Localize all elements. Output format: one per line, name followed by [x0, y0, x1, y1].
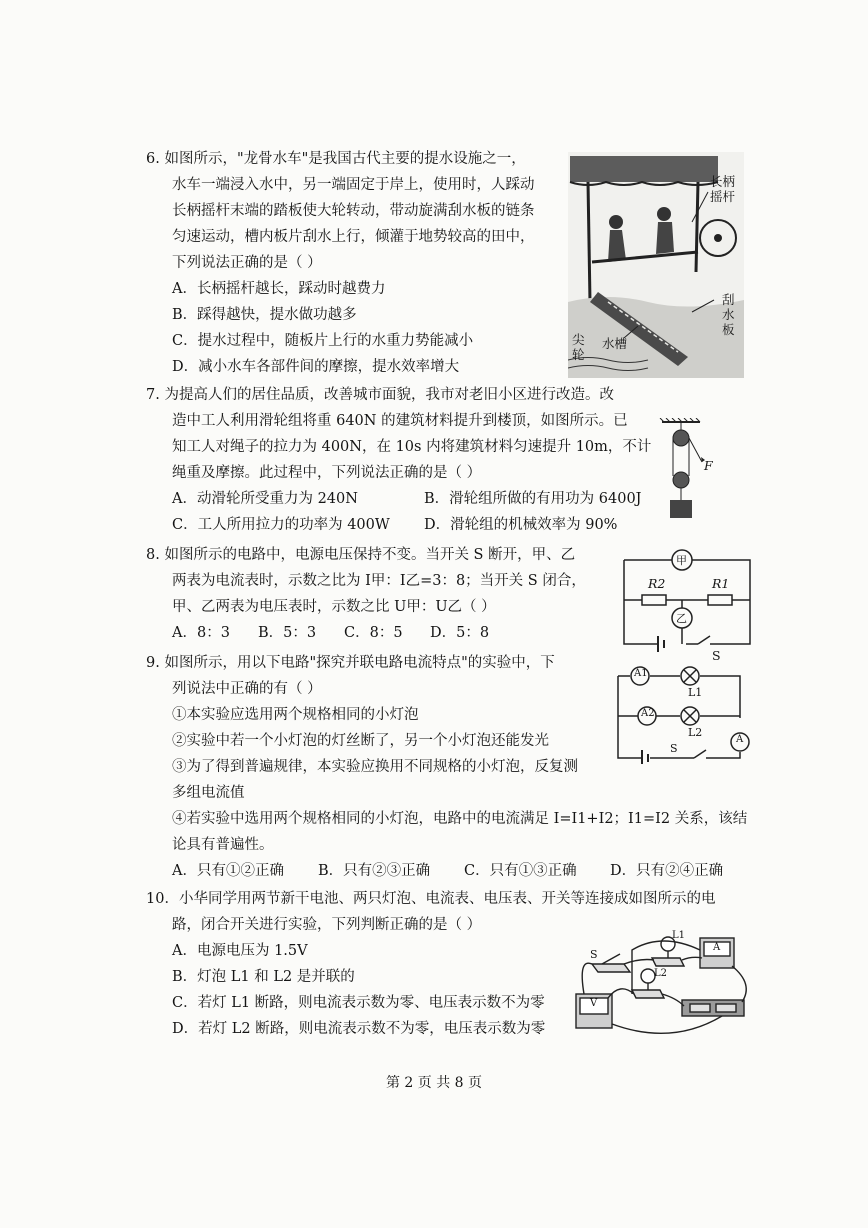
q9-option-b: B．只有②③正确: [318, 863, 431, 879]
q7-stem-line: 造中工人利用滑轮组将重 640N 的建筑材料提升到楼顶，如图所示。已: [172, 413, 628, 429]
q10-switch-label: S: [590, 948, 598, 961]
q8-r2-label: R2: [648, 576, 666, 591]
q10-option-d: D．若灯 L2 断路，则电流表示数不为零，电压表示数为零: [172, 1021, 546, 1037]
q9-statement-3-cont: 多组电流值: [172, 785, 245, 801]
question-6: [146, 146, 566, 380]
q10-circuit-figure: [572, 928, 758, 1046]
q6-label-wheel: 尖 轮: [572, 332, 585, 362]
q6-option-b: B．踩得越快，提水做功越多: [172, 307, 357, 323]
q10-option-c: C．若灯 L1 断路，则电流表示数为零、电压表示数不为零: [172, 995, 545, 1011]
question-8: [146, 542, 606, 646]
q8-stem-line: 8. 如图所示的电路中，电源电压保持不变。当开关 S 断开，甲、乙: [146, 547, 576, 563]
q6-label-handle: 长柄 摇杆: [710, 174, 736, 204]
q6-option-a: A．长柄摇杆越长，踩动时越费力: [172, 281, 386, 297]
q7-stem-line: 知工人对绳子的拉力为 400N，在 10s 内将建筑材料匀速提升 10m，不计: [172, 439, 652, 455]
q6-label-scraper: 刮 水 板: [722, 292, 735, 337]
q9-statement-2: ②实验中若一个小灯泡的灯丝断了，另一个小灯泡还能发光: [172, 733, 549, 749]
q6-stem-line: 6. 如图所示，"龙骨水车"是我国古代主要的提水设施之一，: [146, 151, 526, 167]
q8-stem-line: 甲、乙两表为电压表时，示数之比 U甲：U乙（ ）: [172, 599, 496, 615]
q8-meter-a-label: 甲: [676, 554, 687, 567]
q7-stem-line: 7. 为提高人们的居住品质，改善城市面貌，我市对老旧小区进行改造。改: [146, 387, 614, 403]
q7-option-a: A．动滑轮所受重力为 240N: [172, 491, 358, 507]
page-number-footer: 第 2 页 共 8 页: [385, 1075, 483, 1091]
q9-circuit-figure: [608, 660, 758, 764]
q9-stem-line: 9. 如图所示，用以下电路"探究并联电路电流特点"的实验中，下: [146, 655, 555, 671]
q7-options-row-1: [146, 486, 646, 512]
q10-stem-line: 10．小华同学用两节新干电池、两只灯泡、电流表、电压表、开关等连接成如图所示的电: [146, 891, 716, 907]
q9-option-c: C．只有①③正确: [464, 863, 577, 879]
q6-option-c: C．提水过程中，随板片上行的水重力势能减小: [172, 333, 474, 349]
q10-voltmeter-label: V: [590, 998, 598, 1009]
q8-circuit-figure: [616, 546, 758, 664]
q6-label-trough: 水槽: [602, 336, 628, 351]
q9-stem-line: 列说法中正确的有（ ）: [172, 681, 322, 697]
q9-statement-4-cont: 论具有普遍性。: [172, 837, 274, 853]
q9-l1-label: L1: [688, 686, 703, 699]
q8-option-d: D．5：8: [430, 625, 490, 641]
q8-option-a: A．8：3: [172, 625, 230, 641]
q8-meter-b-label: 乙: [676, 612, 687, 625]
q8-option-c: C．8：5: [344, 625, 403, 641]
q9-l2-label: L2: [688, 726, 703, 739]
q10-ammeter-label: A: [713, 942, 721, 953]
q8-option-b: B．5：3: [258, 625, 317, 641]
q7-options-row-2: [146, 512, 646, 538]
q7-pulley-figure: [650, 418, 712, 522]
q9-statement-4: ④若实验中选用两个规格相同的小灯泡，电路中的电流满足 I=I1+I2；I1=I2 关系，该结: [172, 811, 748, 827]
q9-options-row: [146, 858, 766, 884]
q10-option-b: B．灯泡 L1 和 L2 是并联的: [172, 969, 355, 985]
q10-option-a: A．电源电压为 1.5V: [172, 943, 308, 959]
q10-l2-label: L2: [654, 968, 668, 979]
q9-statement-3: ③为了得到普遍规律，本实验应换用不同规格的小灯泡，反复测: [172, 759, 578, 775]
q9-a1-label: A1: [634, 668, 648, 679]
q9-switch-label: S: [670, 742, 678, 755]
q10-stem-line: 路，闭合开关进行实验，下列判断正确的是（ ）: [172, 917, 482, 933]
q8-stem-line: 两表为电流表时，示数之比为 I甲：I乙=3：8；当开关 S 闭合，: [172, 573, 586, 589]
q9-option-a: A．只有①②正确: [172, 863, 284, 879]
q9-statement-1: ①本实验应选用两个规格相同的小灯泡: [172, 707, 419, 723]
q8-options-row: [146, 620, 606, 646]
q6-stem-line: 匀速运动，槽内板片刮水上行，倾灌于地势较高的田中，: [172, 229, 535, 245]
q7-option-c: C．工人所用拉力的功率为 400W: [172, 517, 390, 533]
q7-option-d: D．滑轮组的机械效率为 90%: [424, 517, 618, 533]
q8-switch-label: S: [712, 648, 721, 663]
q7-option-b: B．滑轮组所做的有用功为 6400J: [424, 491, 642, 507]
q6-stem-line: 长柄摇杆末端的踏板使大轮转动，带动旋满刮水板的链条: [172, 203, 535, 219]
q7-label-force: F: [704, 458, 713, 473]
q9-a2-label: A2: [641, 708, 655, 719]
q9-a-label: A: [736, 734, 744, 745]
q10-l1-label: L1: [672, 930, 686, 941]
q6-stem-line: 水车一端浸入水中，另一端固定于岸上，使用时，人踩动: [172, 177, 535, 193]
q9-option-d: D．只有②④正确: [610, 863, 724, 879]
q6-waterwheel-figure: [568, 152, 744, 378]
q6-option-d: D．减小水车各部件间的摩擦，提水效率增大: [172, 359, 460, 375]
q8-r1-label: R1: [712, 576, 730, 591]
question-7: [146, 382, 652, 538]
q6-stem-line: 下列说法正确的是（ ）: [172, 255, 322, 271]
q7-stem-line: 绳重及摩擦。此过程中，下列说法正确的是（ ）: [172, 465, 482, 481]
